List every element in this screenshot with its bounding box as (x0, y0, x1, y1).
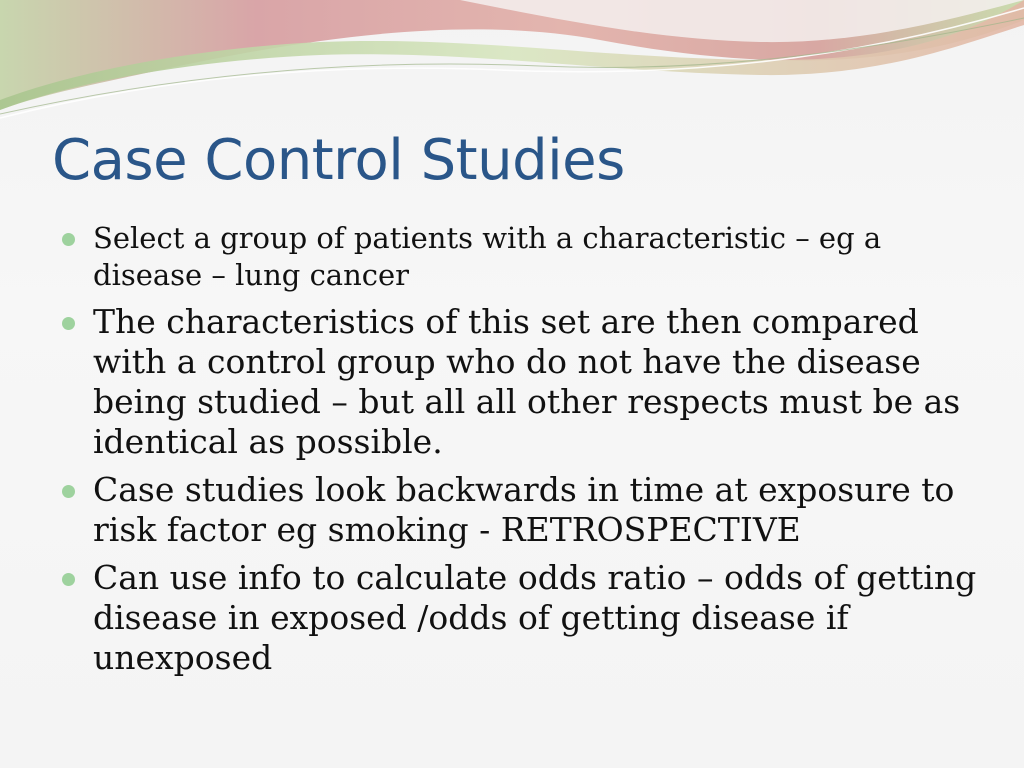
bullet-dot-icon (62, 485, 75, 498)
bullet-list (60, 220, 980, 686)
header-wave-decoration (0, 0, 1024, 130)
bullet-item (60, 302, 980, 462)
bullet-text: Case studies look backwards in time at exposure to risk factor eg smoking - RETROSPECTIVE (93, 470, 955, 549)
bullet-dot-icon (62, 233, 75, 246)
slide-title: Case Control Studies (52, 128, 625, 193)
bullet-text: The characteristics of this set are then compared with a control group who do not have the disease being studied – but all all other respects must be as identical as possible. (93, 302, 961, 461)
bullet-dot-icon (62, 317, 75, 330)
bullet-text: Select a group of patients with a characteristic – eg a disease – lung cancer (93, 221, 882, 292)
bullet-text: Can use info to calculate odds ratio – odds of getting disease in exposed /odds of getting disease if unexposed (93, 558, 977, 677)
bullet-item (60, 470, 980, 550)
bullet-item (60, 220, 980, 294)
bullet-item (60, 558, 980, 678)
bullet-dot-icon (62, 573, 75, 586)
